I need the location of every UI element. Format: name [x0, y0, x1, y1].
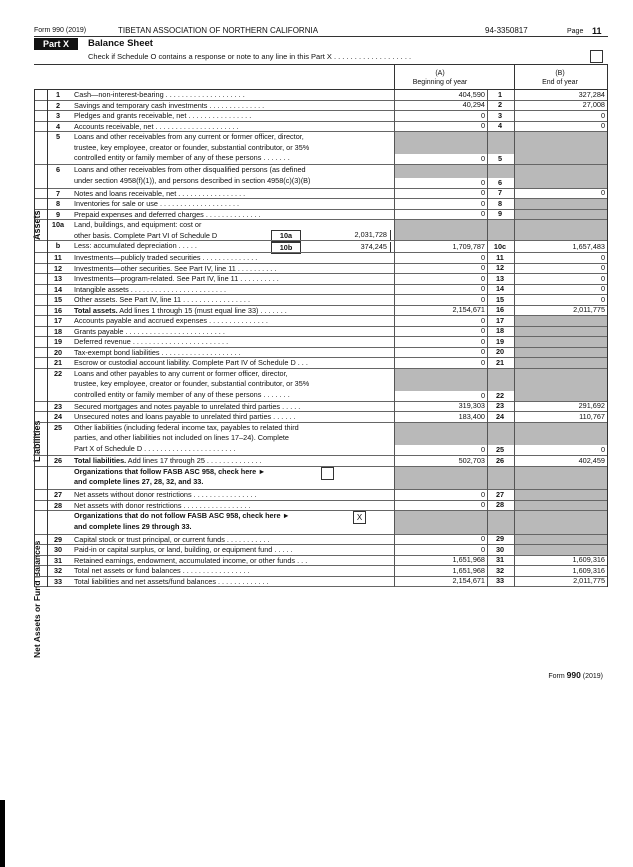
- line-label: Net assets without donor restrictions . . . . . . . . . . . . . . . .: [74, 490, 257, 499]
- line-label: Total net assets or fund balances . . . . . . . . . . . . . . . . .: [74, 566, 250, 575]
- line-label: Escrow or custodial account liability. Complete Part IV of Schedule D . . .: [74, 358, 308, 367]
- inline-box-label: 10b: [271, 242, 301, 254]
- table-row: [47, 577, 607, 588]
- ein: 94-3350817: [485, 26, 528, 35]
- line-number: 22: [53, 368, 63, 378]
- value-end-of-year: 402,459: [578, 455, 605, 465]
- value-beginning-of-year: 2,154,671: [452, 576, 485, 585]
- col-b-letter: (B): [555, 70, 565, 77]
- col-a-letter: (A): [435, 70, 445, 77]
- line-number: 20: [53, 347, 63, 357]
- value-beginning-of-year: 319,303: [458, 401, 485, 410]
- line-number: 4: [55, 121, 61, 131]
- value-beginning-of-year: 2,154,671: [452, 305, 485, 314]
- line-label: Secured mortgages and notes payable to unrelated third parties . . . . .: [74, 401, 301, 411]
- line-label: Investments—program-related. See Part IV, line 11 . . . . . . . . . .: [74, 274, 279, 283]
- table-row: [47, 511, 607, 535]
- line-ref: 27: [495, 489, 505, 499]
- line-label: Retained earnings, endowment, accumulated income, or other funds . . .: [74, 555, 308, 565]
- line-number: 32: [53, 566, 63, 575]
- line-ref: 9: [497, 209, 503, 218]
- line-number: 29: [53, 534, 63, 544]
- table-row: [47, 467, 607, 491]
- part-badge: Part X: [34, 38, 78, 50]
- line-number: 28: [53, 500, 63, 510]
- line-label: Notes and loans receivable, net . . . . . . . . . . . . . . . . .: [74, 188, 246, 198]
- value-beginning-of-year: 0: [480, 110, 485, 120]
- value-beginning-of-year: 0: [480, 357, 485, 367]
- line-ref: 23: [495, 401, 505, 410]
- value-beginning-of-year: 1,651,968: [452, 555, 485, 564]
- line-label: Inventories for sale or use . . . . . . . . . . . . . . . . . . . .: [74, 199, 240, 208]
- value-end-of-year: 0: [600, 121, 605, 130]
- line-ref: 13: [495, 273, 505, 283]
- value-beginning-of-year: 0: [480, 544, 485, 554]
- table-row: [47, 165, 607, 189]
- line-ref: 22: [495, 390, 505, 400]
- line-label: Paid-in or capital surplus, or land, building, or equipment fund . . . . .: [74, 545, 293, 554]
- line-ref: 10c: [493, 242, 507, 251]
- line-label: Accounts receivable, net . . . . . . . . . . . . . . . . . . . . .: [74, 121, 239, 131]
- value-end-of-year: 0: [600, 188, 605, 197]
- line-label: Loans and other payables to any current or former officer, director,: [74, 368, 288, 378]
- value-end-of-year: 0: [600, 252, 605, 262]
- line-number: 31: [53, 555, 63, 565]
- value-end-of-year: 1,609,316: [572, 555, 605, 564]
- line-label: controlled entity or family member of any of these persons . . . . . . .: [74, 153, 290, 163]
- table-row: [47, 220, 607, 241]
- line-ref: 33: [495, 576, 505, 585]
- line-number: 25: [53, 422, 63, 432]
- value-beginning-of-year: 0: [480, 326, 485, 335]
- line-number: 10a: [51, 220, 65, 229]
- value-end-of-year: 0: [600, 444, 605, 454]
- line-label: Capital stock or trust principal, or current funds . . . . . . . . . . .: [74, 534, 270, 544]
- line-number: 26: [53, 455, 63, 465]
- value-beginning-of-year: 1,709,787: [452, 242, 485, 251]
- value-end-of-year: 0: [600, 294, 605, 304]
- form-label: Form 990 (2019): [34, 27, 87, 34]
- line-label: Less: accumulated depreciation . . . . .: [74, 241, 197, 250]
- line-label: Other assets. See Part IV, line 11 . . . . . . . . . . . . . . . . .: [74, 295, 251, 304]
- line-number: 11: [54, 253, 62, 262]
- line-number: 3: [55, 111, 61, 120]
- value-beginning-of-year: 40,294: [462, 100, 485, 109]
- value-beginning-of-year: 0: [480, 315, 485, 325]
- col-a-label: Beginning of year: [412, 79, 468, 86]
- line-label: Organizations that follow FASB ASC 958, check here ►: [74, 466, 266, 476]
- line-ref: 11: [496, 252, 504, 262]
- line-label: Part X of Schedule D . . . . . . . . . . . . . . . . . . . . . . .: [74, 443, 236, 453]
- scan-edge: [0, 800, 5, 867]
- line-label: other basis. Complete Part VI of Schedule D: [74, 230, 218, 240]
- line-ref: 16: [495, 305, 505, 314]
- net-assets-side-label: Net Assets or Fund Balances: [32, 540, 42, 658]
- table-row: [47, 369, 607, 402]
- line-label: Unsecured notes and loans payable to unrelated third parties . . . . . .: [74, 412, 296, 421]
- line-ref: 14: [495, 284, 505, 293]
- line-label: Accounts payable and accrued expenses . . . . . . . . . . . . . . .: [74, 316, 268, 325]
- line-number: 14: [53, 284, 63, 294]
- value-beginning-of-year: 0: [480, 154, 485, 163]
- line-label: Investments—other securities. See Part IV, line 11 . . . . . . . . . .: [74, 263, 277, 273]
- line-label: Loans and other receivables from other disqualified persons (as defined: [74, 165, 306, 174]
- value-beginning-of-year: 0: [480, 336, 485, 346]
- line-ref: 3: [497, 110, 503, 120]
- line-label: Organizations that do not follow FASB ASC 958, check here ►: [74, 511, 290, 520]
- line-number: 7: [55, 188, 61, 198]
- line-ref: 2: [497, 100, 503, 109]
- line-ref: 32: [495, 565, 505, 575]
- line-ref: 1: [497, 89, 503, 99]
- line-label: Investments—publicly traded securities . . . . . . . . . . . . . .: [74, 253, 258, 262]
- liabilities-side-label: Liabilities: [32, 420, 42, 462]
- line-ref: 15: [495, 294, 505, 304]
- value-beginning-of-year: 0: [480, 263, 485, 272]
- line-number: 12: [53, 263, 63, 273]
- value-beginning-of-year: 0: [480, 177, 485, 187]
- line-number: 27: [53, 490, 63, 499]
- org-name: TIBETAN ASSOCIATION OF NORTHERN CALIFORNIA: [118, 26, 319, 35]
- value-beginning-of-year: 502,703: [458, 455, 485, 465]
- line-number: 2: [55, 100, 61, 110]
- line-label: Cash—non-interest-bearing . . . . . . . . . . . . . . . . . . . .: [74, 90, 245, 99]
- line-number: 6: [55, 165, 61, 174]
- page-label: Page: [567, 28, 584, 35]
- line-label: Land, buildings, and equipment: cost or: [74, 220, 202, 229]
- table-row: [47, 132, 607, 165]
- line-ref: 25: [495, 444, 505, 454]
- value-end-of-year: 110,767: [579, 411, 605, 421]
- line-label: controlled entity or family member of any of these persons . . . . . . .: [74, 389, 290, 399]
- line-label: Intangible assets . . . . . . . . . . . . . . . . . . . . . . . .: [74, 284, 227, 294]
- line-ref: 5: [497, 154, 503, 163]
- value-beginning-of-year: 0: [480, 273, 485, 283]
- value-end-of-year: 1,609,316: [572, 565, 605, 575]
- line-label: Prepaid expenses and deferred charges . . . . . . . . . . . . . .: [74, 209, 261, 219]
- value-end-of-year: 1,657,483: [572, 242, 605, 251]
- value-end-of-year: 0: [600, 263, 605, 272]
- line-number: 19: [53, 337, 63, 346]
- value-beginning-of-year: 1,651,968: [452, 565, 485, 575]
- line-label: Tax-exempt bond liabilities . . . . . . . . . . . . . . . . . . . .: [74, 347, 241, 357]
- value-beginning-of-year: 0: [480, 209, 485, 218]
- line-number: b: [55, 241, 61, 250]
- line-ref: 17: [495, 315, 505, 325]
- line-label: Grants payable . . . . . . . . . . . . . . . . . . . . . . . . .: [74, 326, 225, 336]
- value-end-of-year: 0: [600, 110, 605, 120]
- value-end-of-year: 327,284: [578, 89, 605, 99]
- line-label: Total liabilities and net assets/fund balances . . . . . . . . . . . . .: [74, 576, 269, 586]
- line-label: parties, and other liabilities not included on lines 17–24). Complete: [74, 433, 289, 443]
- line-ref: 26: [495, 455, 505, 465]
- value-beginning-of-year: 0: [480, 284, 485, 293]
- col-b-label: End of year: [542, 79, 578, 86]
- line-ref: 29: [495, 534, 505, 543]
- line-label: under section 4958(f)(1)), and persons described in section 4958(c)(3)(B): [74, 175, 311, 185]
- value-beginning-of-year: 0: [480, 347, 485, 356]
- line-number: 18: [53, 326, 63, 336]
- line-ref: 18: [495, 326, 505, 335]
- line-ref: 12: [495, 263, 505, 272]
- line-number: 5: [55, 132, 61, 141]
- line-label: and complete lines 29 through 33.: [74, 521, 192, 531]
- fasb-checkbox[interactable]: [321, 467, 334, 480]
- value-beginning-of-year: 0: [480, 390, 485, 400]
- line-number: 13: [53, 274, 63, 283]
- line-ref: 8: [497, 198, 503, 208]
- line-ref: 19: [495, 336, 505, 346]
- schedule-o-checkbox[interactable]: [590, 50, 603, 63]
- line-number: 24: [53, 412, 63, 421]
- value-beginning-of-year: 0: [480, 188, 485, 197]
- schedule-o-text: Check if Schedule O contains a response or note to any line in this Part X . . . . . . . . . . . . . . . . . . .: [88, 52, 412, 61]
- value-beginning-of-year: 0: [480, 121, 485, 130]
- line-label: trustee, key employee, creator or founder, substantial contributor, or 35%: [74, 142, 310, 152]
- line-number: 16: [53, 305, 63, 315]
- value-end-of-year: 27,008: [582, 100, 605, 109]
- value-beginning-of-year: 0: [480, 294, 485, 304]
- line-number: 1: [55, 90, 61, 99]
- footer: Form 990 (2019): [548, 670, 603, 680]
- line-label: Net assets with donor restrictions . . . . . . . . . . . . . . . . .: [74, 500, 251, 510]
- line-number: 23: [53, 401, 63, 411]
- value-beginning-of-year: 404,590: [458, 89, 485, 99]
- line-ref: 24: [495, 411, 505, 421]
- line-label: Pledges and grants receivable, net . . . . . . . . . . . . . . . .: [74, 111, 252, 120]
- inline-box-value: 374,245: [299, 242, 391, 253]
- value-beginning-of-year: 0: [480, 534, 485, 543]
- line-ref: 21: [495, 357, 505, 367]
- line-number: 15: [53, 295, 63, 304]
- part-title: Balance Sheet: [88, 38, 153, 49]
- line-label: Deferred revenue . . . . . . . . . . . . . . . . . . . . . . . .: [74, 337, 229, 346]
- table-row: [47, 423, 607, 456]
- line-number: 21: [53, 358, 63, 367]
- line-label: trustee, key employee, creator or founder, substantial contributor, or 35%: [74, 379, 310, 389]
- inline-box-label: 10a: [271, 230, 301, 242]
- line-number: 8: [55, 199, 61, 208]
- line-ref: 20: [495, 347, 505, 356]
- value-end-of-year: 2,011,775: [573, 305, 605, 314]
- value-beginning-of-year: 183,400: [458, 411, 485, 421]
- line-ref: 31: [495, 555, 505, 564]
- line-number: 17: [53, 316, 63, 325]
- value-end-of-year: 0: [600, 273, 605, 283]
- line-number: 30: [53, 545, 63, 554]
- line-label: Total liabilities. Add lines 17 through 25 . . . . . . . . . . . . . .: [74, 455, 262, 465]
- line-ref: 28: [495, 500, 505, 509]
- value-beginning-of-year: 0: [480, 252, 485, 262]
- value-end-of-year: 291,692: [578, 401, 605, 410]
- value-beginning-of-year: 0: [480, 198, 485, 208]
- assets-side-label: Assets: [32, 210, 42, 240]
- line-label: Total assets. Add lines 1 through 15 (must equal line 33) . . . . . . .: [74, 305, 287, 315]
- line-number: 33: [53, 576, 63, 586]
- line-ref: 4: [497, 121, 503, 130]
- value-beginning-of-year: 0: [480, 489, 485, 499]
- line-label: Other liabilities (including federal income tax, payables to related third: [74, 422, 299, 432]
- line-ref: 7: [497, 188, 503, 197]
- value-end-of-year: 0: [600, 284, 605, 293]
- line-ref: 30: [495, 544, 505, 554]
- page-number: 11: [592, 26, 602, 36]
- value-end-of-year: 2,011,775: [573, 576, 605, 585]
- fasb-checkbox[interactable]: X: [353, 511, 366, 524]
- value-beginning-of-year: 0: [480, 500, 485, 509]
- line-label: Savings and temporary cash investments . . . . . . . . . . . . . .: [74, 100, 265, 110]
- line-number: 9: [55, 209, 61, 219]
- value-beginning-of-year: 0: [480, 444, 485, 454]
- inline-box-value: 2,031,728: [299, 230, 391, 241]
- line-label: Loans and other receivables from any current or former officer, director,: [74, 132, 304, 141]
- line-ref: 6: [497, 177, 503, 187]
- line-label: and complete lines 27, 28, 32, and 33.: [74, 477, 204, 487]
